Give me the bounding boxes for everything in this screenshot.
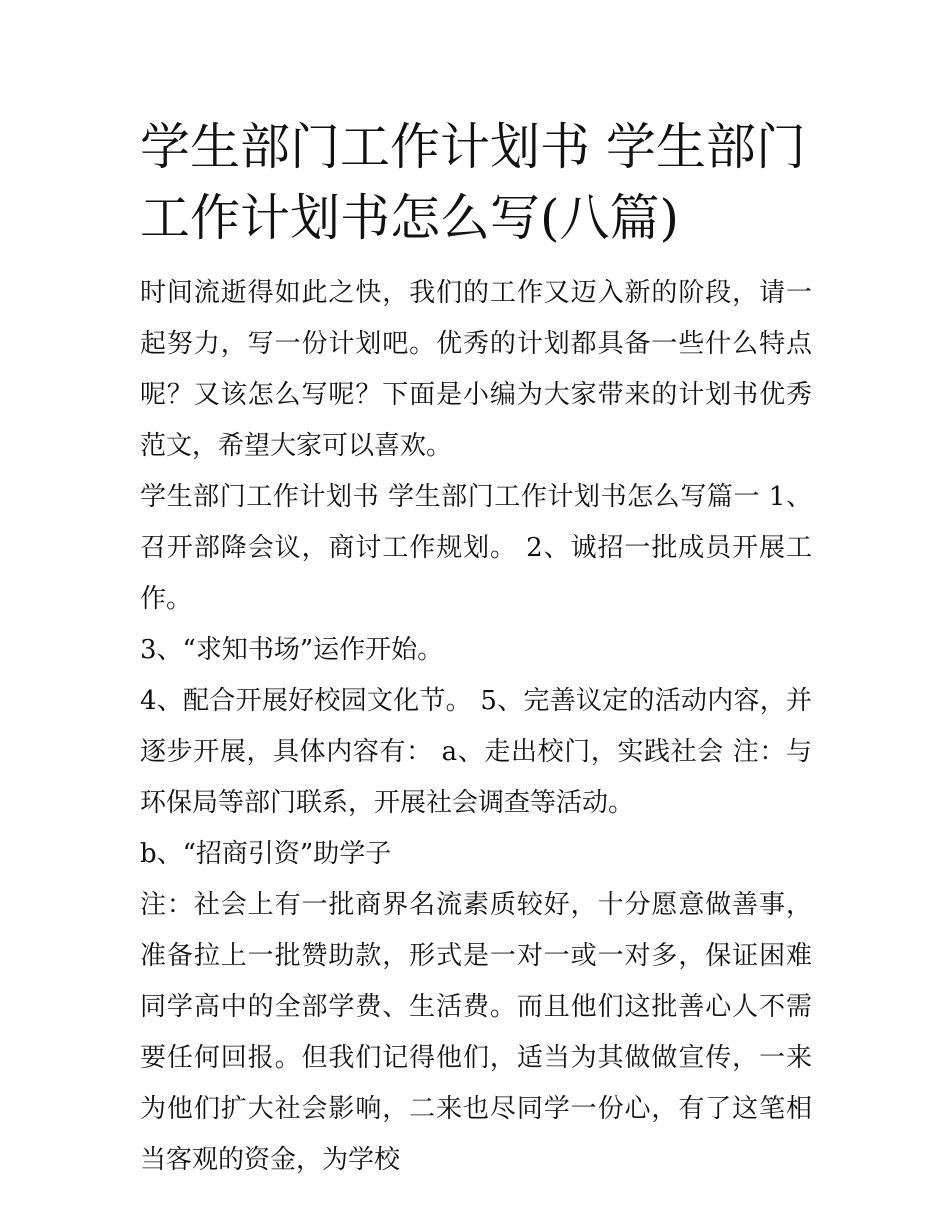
paragraph-plan-one: 学生部门工作计划书 学生部门工作计划书怎么写篇一 1、召开部降会议，商讨工作规划。 2、诚招一批成员开展工作。 xyxy=(140,482,812,614)
paragraph-note: 注：社会上有一批商界名流素质较好，十分愿意做善事，准备拉上一批赞助款，形式是一对一或一对多，保证困难同学高中的全部学费、生活费。而且他们这批善心人不需要任何回报。但我们记得他们，适当为其做做宣传，一来为他们扩大社会影响，二来也尽同学一份心，有了这笔相当客观的资金，为学校 xyxy=(140,890,812,1175)
paragraph-intro: 时间流逝得如此之快，我们的工作又迈入新的阶段，请一起努力，写一份计划吧。优秀的计划都具备一些什么特点呢？又该怎么写呢？下面是小编为大家带来的计划书优秀范文，希望大家可以喜欢。 xyxy=(140,278,812,461)
paragraph-item-4-5: 4、配合开展好校园文化节。 5、完善议定的活动内容，并逐步开展，具体内容有： a、走出校门，实践社会 注：与环保局等部门联系，开展社会调查等活动。 xyxy=(140,686,812,818)
document-title: 学生部门工作计划书 学生部门工作计划书怎么写(八篇) xyxy=(140,118,806,247)
paragraph-item-3: 3、“求知书场”运作开始。 xyxy=(140,635,444,665)
document-body xyxy=(140,112,812,1186)
paragraph-item-b: b、“招商引资”助学子 xyxy=(140,839,392,869)
